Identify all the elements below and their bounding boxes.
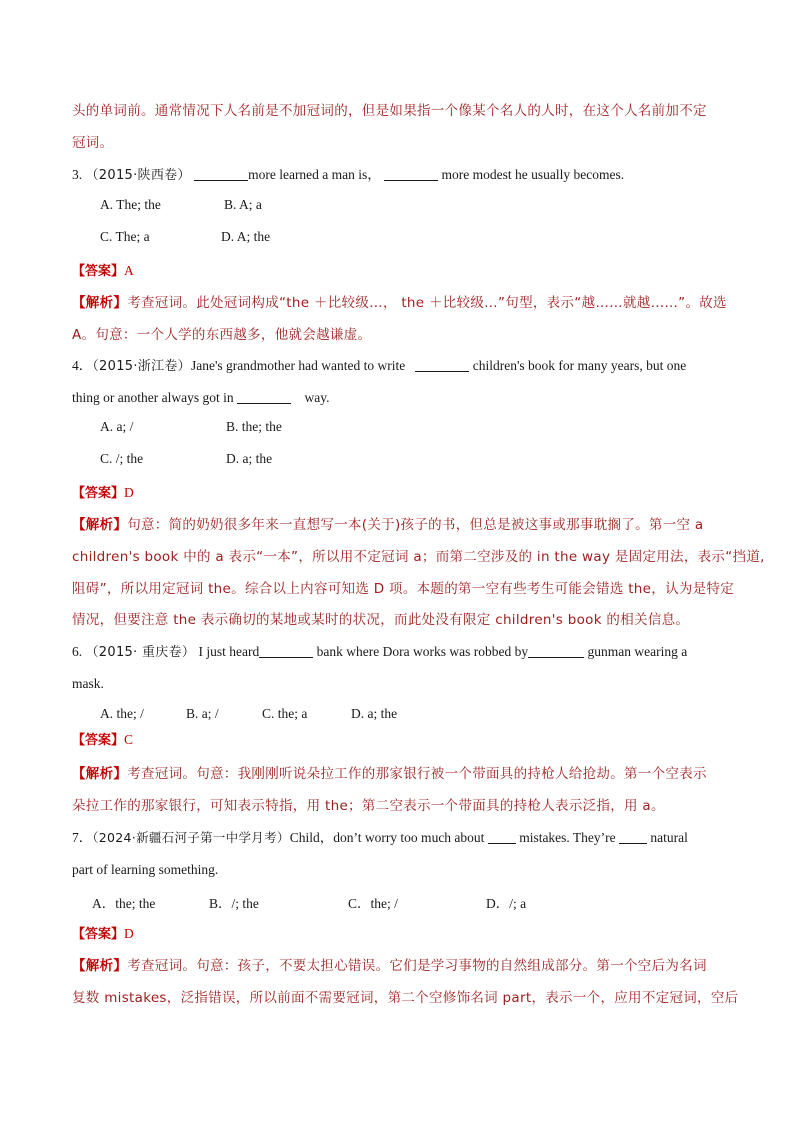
answer-line <box>72 483 134 504</box>
answer-value: D <box>124 926 134 941</box>
intro-line-1: 头的单词前。通常情况下人名前是不加冠词的，但是如果指一个像某个名人的人时，在这个人名前加不定 <box>72 103 707 119</box>
analysis-line-2: children's book 中的 a 表示“一本”，所以用不定冠词 a；而第二空涉及的 in the way 是固定用法，表示“挡道, <box>72 549 765 565</box>
question-7 <box>72 828 688 848</box>
question-number: 3. <box>72 167 83 182</box>
option-c: C. the; a <box>262 706 308 721</box>
option-b: B. the; the <box>226 419 282 434</box>
option-d: D．/; a <box>486 896 527 911</box>
question-text: natural <box>650 830 688 845</box>
analysis-line-1: 【解析】句意：简的奶奶很多年来一直想写一本(关于)孩子的书，但总是被这事或那事耽搁了。第一空 a <box>72 517 704 533</box>
blank-1 <box>259 643 313 658</box>
question-6 <box>72 642 687 663</box>
question-text: I just heard <box>198 644 260 659</box>
question-number: 7． <box>72 830 93 845</box>
question-number: 4． <box>72 358 93 373</box>
blank-1 <box>488 829 516 844</box>
analysis-line-2: 复数 mistakes，泛指错误，所以前面不需要冠词，第二个空修饰名词 part，表示一个，应用不定冠词，空后 <box>72 990 739 1006</box>
option-a: A. The; the <box>100 197 161 212</box>
question-text: way. <box>304 390 330 405</box>
analysis-line-1: 【解析】考查冠词。此处冠词构成“the ＋比较级…， the ＋比较级…”句型，表示“越……就越……”。故选 <box>72 295 727 311</box>
option-d: D. a; the <box>226 451 273 466</box>
question-6-cont: mask. <box>72 676 104 691</box>
analysis-tag: 【解析】 <box>72 766 128 782</box>
option-c: C．the; / <box>348 896 398 911</box>
question-4 <box>72 356 686 377</box>
blank-1 <box>415 357 469 372</box>
option-b: B. A; a <box>224 197 262 212</box>
answer-value: A <box>124 263 134 278</box>
question-text: more learned a man is， <box>248 167 381 182</box>
option-b: B．/; the <box>209 896 259 911</box>
analysis-line-2: 朵拉工作的那家银行，可知表示特指，用 the；第二空表示一个带面具的持枪人表示泛指，用 a。 <box>72 798 665 814</box>
option-a: A. the; / <box>100 706 144 721</box>
option-c: C. The; a <box>100 229 150 244</box>
blank-2 <box>619 829 647 844</box>
question-source: （2015· 重庆卷） <box>85 645 196 660</box>
question-text: bank where Dora works was robbed by <box>316 644 529 659</box>
answer-line <box>72 261 134 282</box>
analysis-line-1: 【解析】考查冠词。句意：孩子，不要太担心错误。它们是学习事物的自然组成部分。第一个空后为名词 <box>72 958 707 974</box>
question-4-cont <box>72 388 329 408</box>
analysis-tag: 【解析】 <box>72 958 128 974</box>
option-d: D. A; the <box>221 229 271 244</box>
answer-tag: 【答案】 <box>72 264 125 279</box>
intro-line-2: 冠词。 <box>72 135 114 151</box>
blank-2 <box>237 389 291 404</box>
option-a: A. a; / <box>100 419 134 434</box>
question-source: （2015·陕西卷） <box>85 168 191 183</box>
question-number: 6. <box>72 644 83 659</box>
question-text: thing or another always got in <box>72 390 234 405</box>
question-text: more modest he usually becomes. <box>441 167 625 182</box>
question-text: Child，don’t worry too much about <box>289 830 485 845</box>
blank-1 <box>194 166 248 181</box>
analysis-line-2: A。句意：一个人学的东西越多，他就会越谦虚。 <box>72 327 372 343</box>
option-a: A．the; the <box>92 896 156 911</box>
answer-value: C <box>124 732 134 747</box>
answer-tag: 【答案】 <box>72 733 125 748</box>
analysis-tag: 【解析】 <box>72 295 128 311</box>
blank-2 <box>384 166 438 181</box>
option-b: B. a; / <box>186 706 219 721</box>
analysis-line-1: 【解析】考查冠词。句意：我刚刚听说朵拉工作的那家银行被一个带面具的持枪人给抢劫。第一个空表示 <box>72 766 707 782</box>
analysis-line-4: 情况，但要注意 the 表示确切的某地或某时的状况，而此处没有限定 children's book 的相关信息。 <box>72 612 690 628</box>
question-source: （2015·浙江卷） <box>92 359 191 374</box>
answer-line <box>72 924 134 945</box>
answer-line <box>72 730 133 751</box>
answer-tag: 【答案】 <box>72 486 125 501</box>
question-source: （2024·新疆石河子第一中学月考） <box>92 830 290 845</box>
analysis-tag: 【解析】 <box>72 517 128 533</box>
question-text: gunman wearing a <box>587 644 688 659</box>
question-3 <box>72 165 624 186</box>
question-text: mistakes. They’re <box>519 830 616 845</box>
blank-2 <box>528 643 584 658</box>
answer-value: D <box>124 485 134 500</box>
question-text: Jane's grandmother had wanted to write <box>190 358 406 373</box>
question-text: children's book for many years, but one <box>472 358 687 373</box>
question-7-cont: part of learning something. <box>72 862 219 877</box>
option-c: C. /; the <box>100 451 144 466</box>
option-d: D. a; the <box>351 706 398 721</box>
answer-tag: 【答案】 <box>72 927 125 942</box>
analysis-line-3: 阻碍”，所以用定冠词 the。综合以上内容可知选 D 项。本题的第一空有些考生可能会错选 the，认为是特定 <box>72 581 735 597</box>
